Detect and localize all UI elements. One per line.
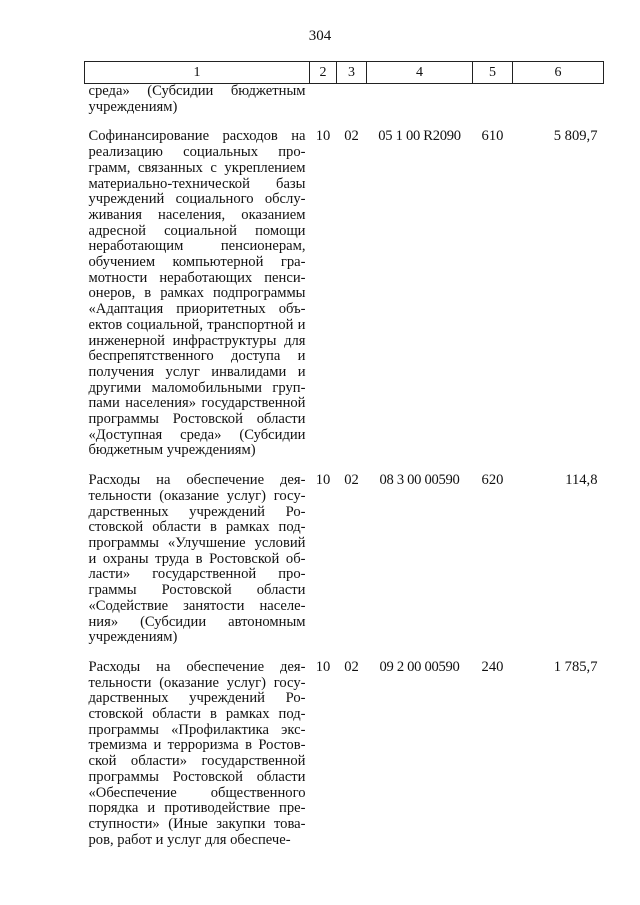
table-row bbox=[85, 129, 604, 459]
row-description: Софинансирование расходов на реализацию социальных программ, связанных с укреплением материально-технической базы учреждений социального обслуживания населения, оказанием адресной социальной помощи неработающим пенсионерам, обучением компьютерной грамотности неработающих пенсионеров, в рамках подпрограммы «Адаптация приоритетных объектов социальной, транспортной и инженерной инфраструктуры для беспрепятственного доступа и получения услуг инвалидами и другими маломобильными группами населения» государственной программы Ростовской области «Доступная среда» (Субсидии бюджетным учреждениям) bbox=[88, 128, 306, 459]
row-rz: 10 bbox=[315, 658, 331, 675]
row-vr: 240 bbox=[481, 658, 504, 675]
table-header-row bbox=[85, 62, 604, 84]
row-pr bbox=[337, 84, 367, 116]
row-csr: 05 1 00 R2090 bbox=[378, 128, 461, 145]
header-col-5: 5 bbox=[473, 62, 513, 84]
header-col-6: 6 bbox=[513, 62, 604, 84]
row-rz: 10 bbox=[315, 128, 331, 145]
row-pr: 02 bbox=[344, 128, 359, 145]
row-csr: 08 3 00 00590 bbox=[379, 472, 460, 489]
table-row bbox=[85, 84, 604, 116]
page-number: 304 bbox=[308, 28, 332, 44]
row-spacer bbox=[85, 115, 604, 129]
row-csr bbox=[367, 84, 473, 116]
row-description: Расходы на обеспечение деятельности (оказание услуг) государственных учреждений Ростовской области в рамках подпрограммы «Профилактика экстремизма и терроризма в Ростовской области» государственной программы Ростовской области «Обеспечение общественного порядка и противодействие преступности» (Иные закупки товаров, работ и услуг для обеспече- bbox=[88, 658, 306, 848]
header-col-2: 2 bbox=[310, 62, 337, 84]
row-amount: 114,8 bbox=[565, 472, 598, 489]
row-amount bbox=[513, 84, 604, 116]
row-rz: 10 bbox=[315, 472, 331, 489]
table-row bbox=[85, 473, 604, 646]
row-amount: 1 785,7 bbox=[553, 658, 598, 675]
row-pr: 02 bbox=[344, 658, 359, 675]
row-vr: 620 bbox=[481, 472, 504, 489]
row-description: среда» (Субсидии бюджетным учреждениям) bbox=[88, 83, 306, 115]
row-vr bbox=[473, 84, 513, 116]
row-description: Расходы на обеспечение деятельности (оказание услуг) государственных учреждений Ростовской области в рамках подпрограммы «Улучшение условий и охраны труда в Ростовской области» государственной программы Ростовской области «Содействие занятости населения» (Субсидии автономным учреждениям) bbox=[88, 472, 306, 646]
table-row bbox=[85, 660, 604, 848]
header-col-3: 3 bbox=[337, 62, 367, 84]
header-col-1: 1 bbox=[85, 62, 310, 84]
budget-table bbox=[84, 61, 604, 848]
header-col-4: 4 bbox=[367, 62, 473, 84]
row-amount: 5 809,7 bbox=[553, 128, 598, 145]
row-pr: 02 bbox=[344, 472, 359, 489]
row-rz bbox=[310, 84, 337, 116]
row-spacer bbox=[85, 459, 604, 473]
row-spacer bbox=[85, 646, 604, 660]
row-vr: 610 bbox=[481, 128, 504, 145]
row-csr: 09 2 00 00590 bbox=[379, 658, 460, 675]
